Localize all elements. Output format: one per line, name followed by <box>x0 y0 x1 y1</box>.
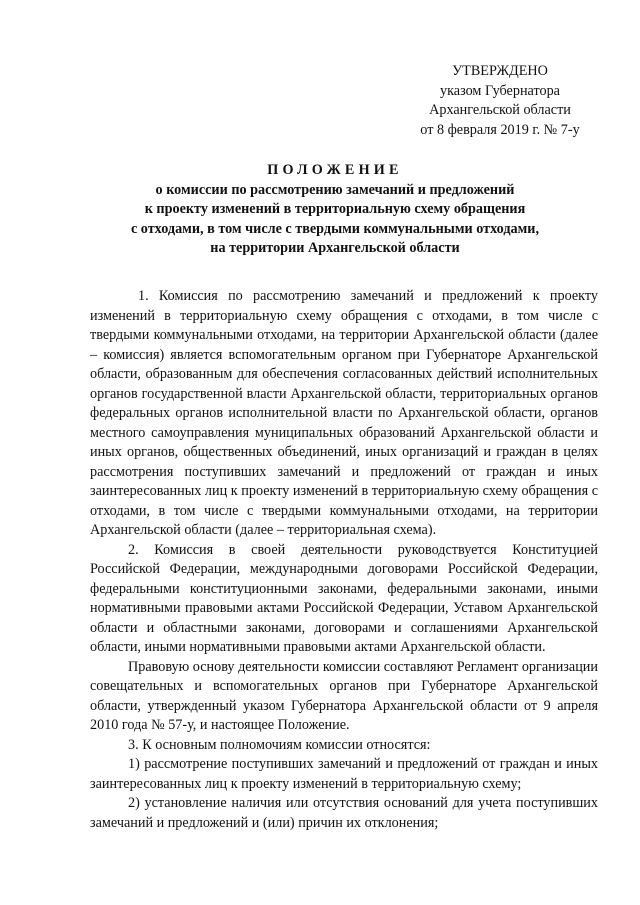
approval-line-date: от 8 февраля 2019 г. № 7-у <box>420 121 580 138</box>
approval-line-region: Архангельской области <box>429 102 571 118</box>
paragraph-2: 2. Комиссия в своей деятельности руководствуется Конституцией Российской Федерации, международными договорами Российской Федерации, федеральными конституционными законами, федеральными законами, иными нормативными правовыми актами Российской Федерации, Уставом Архангельской области и областными законами, договорами и соглашениями Архангельской области, иными нормативными правовыми актами Архангельской области. <box>90 541 598 655</box>
approval-stamp <box>380 62 620 140</box>
paragraph-1: 1. Комиссия по рассмотрению замечаний и предложений к проекту изменений в территориальную схему обращения с отходами, в том числе с твердыми коммунальными отходами, на территории Архангельской области (далее – комиссия) является вспомогательным органом при Губернаторе Архангельской области, образованным для обеспечения согласованных действий исполнительных органов государственной власти Архангельской области, территориальных органов федеральных органов исполнительной власти по Архангельской области, органов местного самоуправления муниципальных образований Архангельской области и иных органов, общественных объединений, иных организаций и граждан в целях рассмотрения поступивших замечаний и предложений от граждан и иных заинтересованных лиц к проекту изменений в территориальную схему обращения с отходами, в том числе с твердыми коммунальными отходами, на территории Архангельской области (далее – территориальная схема). <box>90 288 598 538</box>
subparagraph-1: 1) рассмотрение поступивших замечаний и предложений от граждан и иных заинтересованных лиц к проекту изменений в территориальную схему; <box>90 756 598 792</box>
approval-line-decree: указом Губернатора <box>440 82 560 99</box>
subparagraph-2: 2) установление наличия или отсутствия оснований для учета поступивших замечаний и предложений и (или) причин их отклонения; <box>90 795 598 831</box>
paragraph-legal-basis: Правовую основу деятельности комиссии составляют Регламент организации совещательных и вспомогательных органов при Губернаторе Архангельской области, утвержденный указом Губернатора Архангельской области от 9 апреля 2010 года № 57-у, и настоящее Положение. <box>90 658 598 733</box>
document-body <box>90 287 598 833</box>
title-heading: ПОЛОЖЕНИЕ <box>267 162 403 178</box>
paragraph-3: 3. К основным полномочиям комиссии относятся: <box>128 736 431 753</box>
title-line: о комиссии по рассмотрению замечаний и предложений <box>155 182 515 199</box>
approval-line-approved: УТВЕРЖДЕНО <box>452 63 548 79</box>
title-line: к проекту изменений в территориальную схему обращения <box>144 201 526 218</box>
title-line: с отходами, в том числе с твердыми коммунальными отходами, <box>130 220 540 237</box>
document-title <box>70 161 600 258</box>
title-line: на территории Архангельской области <box>210 239 460 256</box>
